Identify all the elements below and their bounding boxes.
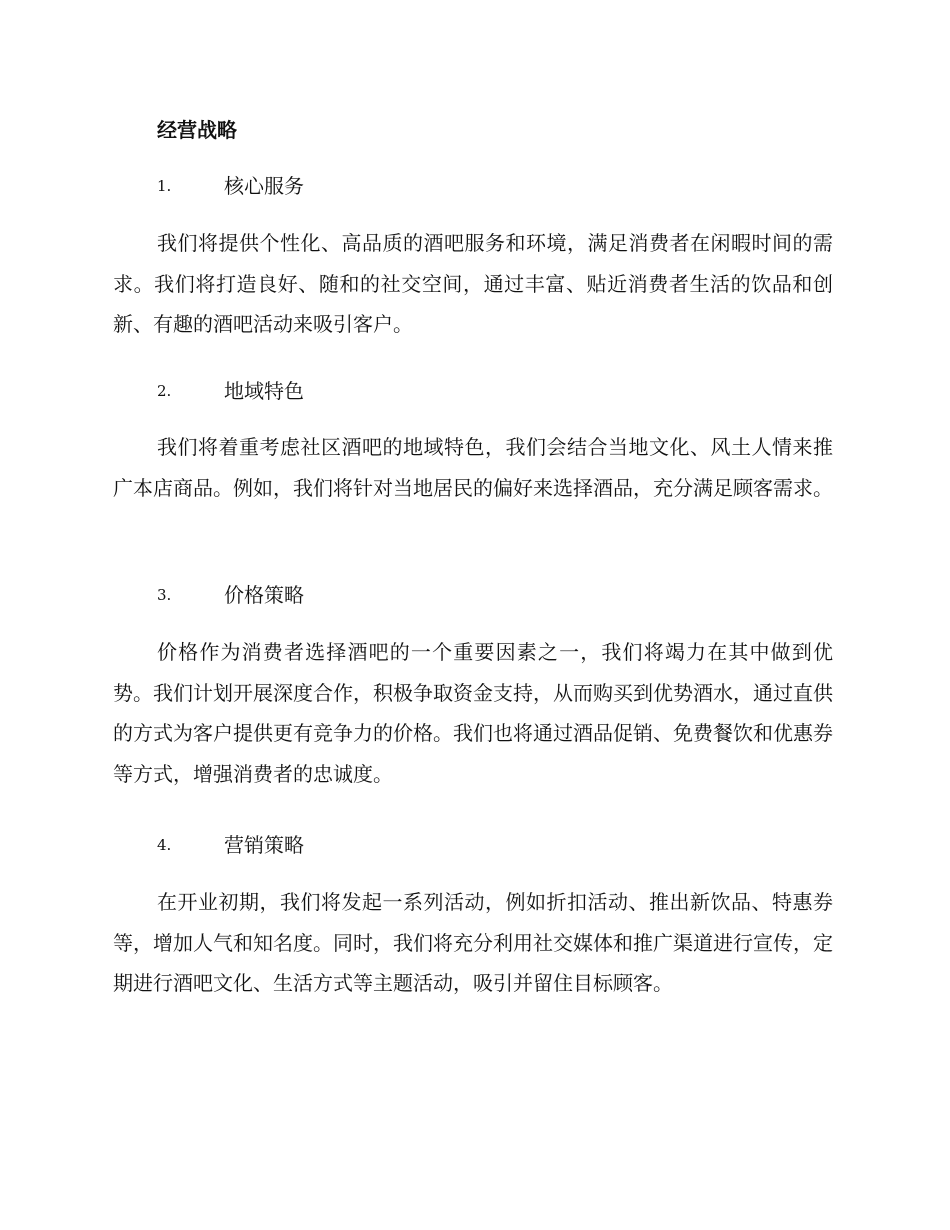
list-number: 2.	[157, 382, 172, 400]
list-item-title: 地域特色	[224, 379, 304, 403]
body-paragraph: 我们将提供个性化、高品质的酒吧服务和环境，满足消费者在闲暇时间的需求。我们将打造良好、随和的社交空间，通过丰富、贴近消费者生活的饮品和创新、有趣的酒吧活动来吸引客户。	[113, 231, 833, 336]
list-number: 1.	[157, 177, 172, 195]
list-number: 4.	[157, 836, 172, 854]
body-paragraph: 价格作为消费者选择酒吧的一个重要因素之一，我们将竭力在其中做到优势。我们计划开展深度合作，积极争取资金支持，从而购买到优势酒水，通过直供的方式为客户提供更有竞争力的价格。我们也将通过酒品促销、免费餐饮和优惠券等方式，增强消费者的忠诚度。	[113, 640, 833, 786]
list-item-title: 价格策略	[224, 583, 304, 607]
list-item-title: 核心服务	[224, 174, 304, 198]
section-heading: 经营战略	[157, 118, 237, 142]
list-number: 3.	[157, 586, 172, 604]
body-paragraph: 在开业初期，我们将发起一系列活动，例如折扣活动、推出新饮品、特惠券等，增加人气和知名度。同时，我们将充分利用社交媒体和推广渠道进行宣传，定期进行酒吧文化、生活方式等主题活动，吸引并留住目标顾客。	[113, 890, 833, 995]
body-paragraph: 我们将着重考虑社区酒吧的地域特色，我们会结合当地文化、风土人情来推广本店商品。例如，我们将针对当地居民的偏好来选择酒品，充分满足顾客需求。	[113, 435, 833, 500]
list-item-title: 营销策略	[224, 833, 304, 857]
